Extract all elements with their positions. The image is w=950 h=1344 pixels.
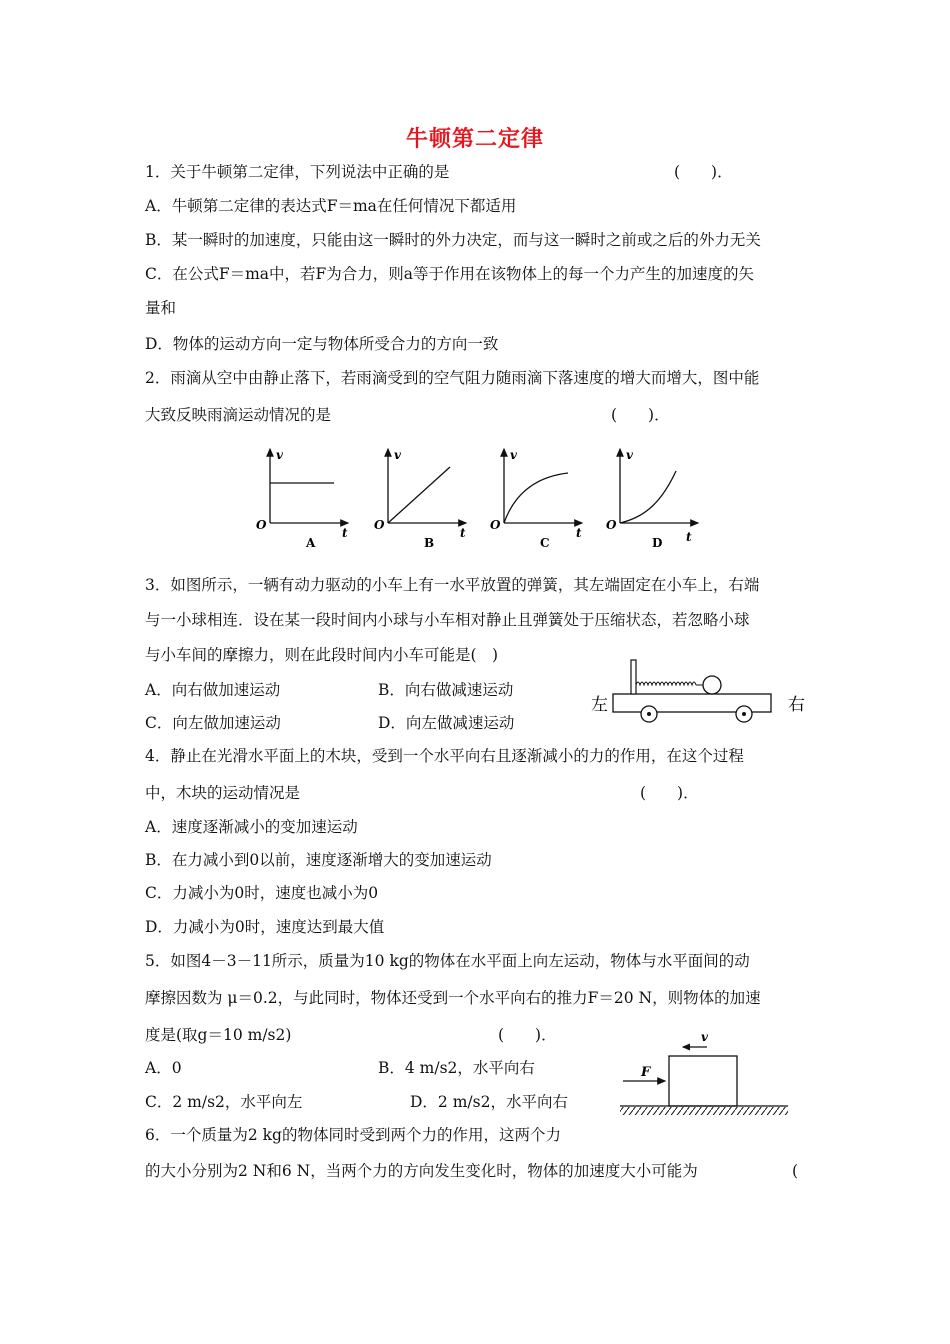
q4-answer-paren: ( )．: [640, 784, 699, 802]
graph-b: [374, 448, 466, 550]
graph-d: [606, 448, 698, 550]
q3-cart-figure: [585, 655, 810, 727]
q2-stem-cont: 大致反映雨滴运动情况的是: [145, 406, 332, 424]
fig-left-label: 左: [591, 695, 608, 715]
q1-option-b: B．某一瞬时的加速度，只能由这一瞬时的外力决定，而与这一瞬时之前或之后的外力无关: [145, 231, 761, 249]
graph-a-t-label: t: [342, 526, 348, 540]
q3-stem-cont-2: 与小车间的摩擦力，则在此段时间内小车可能是( ): [145, 646, 499, 664]
graph-b-t-label: t: [460, 526, 466, 540]
q3-option-a: A．向右做加速运动: [145, 681, 281, 699]
fig-velocity-label: v: [701, 1030, 708, 1044]
graph-c-o-label: O: [490, 518, 501, 532]
graph-d-o-label: O: [606, 518, 617, 532]
q5-option-d: D．2 m/s2，水平向右: [410, 1093, 568, 1111]
q3-option-c: C．向左做加速运动: [145, 714, 281, 732]
q5-option-b: B．4 m/s2，水平向右: [378, 1059, 535, 1077]
q5-stem-cont-2: 度是(取g＝10 m/s2): [145, 1026, 292, 1044]
graph-c-v-label: v: [510, 448, 517, 462]
q6-stem-cont: 的大小分别为2 N和6 N，当两个力的方向发生变化时，物体的加速度大小可能为: [145, 1162, 698, 1180]
q4-stem-cont: 中，木块的运动情况是: [145, 784, 301, 802]
q5-stem-cont-1: 摩擦因数为 μ＝0.2，与此同时，物体还受到一个水平向右的推力F＝20 N，则物体的加速: [145, 989, 761, 1007]
q1-option-d: D．物体的运动方向一定与物体所受合力的方向一致: [145, 335, 499, 353]
q1-option-a: A．牛顿第二定律的表达式F＝ma在任何情况下都适用: [145, 197, 517, 215]
fig-force-label: F: [641, 1065, 651, 1080]
q5-stem: 5．如图4－3－11所示，质量为10 kg的物体在水平面上向左运动，物体与水平面间的动: [145, 952, 750, 970]
q3-option-d: D．向左做减速运动: [378, 714, 515, 732]
graph-c: [490, 448, 582, 550]
graph-a-o-label: O: [256, 518, 267, 532]
graph-c-label: C: [540, 536, 550, 550]
q5-answer-paren: ( )．: [498, 1026, 557, 1044]
q4-stem: 4．静止在光滑水平面上的木块，受到一个水平向右且逐渐减小的力的作用，在这个过程: [145, 747, 744, 765]
graph-a-label: A: [306, 536, 316, 550]
q4-option-b: B．在力减小到0以前，速度逐渐增大的变加速运动: [145, 851, 492, 869]
q1-option-c: C．在公式F＝ma中，若F为合力，则a等于作用在该物体上的每一个力产生的加速度的矢: [145, 265, 755, 283]
q1-option-c-cont: 量和: [145, 299, 177, 317]
q2-stem: 2．雨滴从空中由静止落下，若雨滴受到的空气阻力随雨滴下落速度的增大而增大，图中能: [145, 369, 760, 387]
q3-stem: 3．如图所示，一辆有动力驱动的小车上有一水平放置的弹簧，其左端固定在小车上，右端: [145, 576, 760, 594]
q6-answer-paren: (: [792, 1162, 799, 1180]
q3-stem-cont-1: 与一小球相连．设在某一段时间内小球与小车相对静止且弹簧处于压缩状态，若忽略小球: [145, 611, 750, 629]
graph-b-o-label: O: [374, 518, 385, 532]
graph-c-t-label: t: [576, 526, 582, 540]
q4-option-c: C．力减小为0时，速度也减小为0: [145, 884, 379, 902]
q6-stem: 6．一个质量为2 kg的物体同时受到两个力的作用，这两个力: [145, 1126, 561, 1144]
graph-b-label: B: [424, 536, 435, 550]
q5-option-c: C．2 m/s2，水平向左: [145, 1093, 303, 1111]
q2-answer-paren: ( )．: [611, 406, 670, 424]
q4-option-a: A．速度逐渐减小的变加速运动: [145, 818, 358, 836]
graph-b-v-label: v: [394, 448, 401, 462]
page-title: 牛顿第二定律: [405, 127, 544, 152]
q1-stem: 1．关于牛顿第二定律，下列说法中正确的是: [145, 163, 450, 181]
q4-option-d: D．力减小为0时，速度达到最大值: [145, 918, 385, 936]
q5-option-a: A．0: [145, 1059, 182, 1077]
q5-block-figure: [615, 1030, 795, 1122]
graph-d-t-label: t: [686, 530, 692, 544]
q1-answer-paren: ( )．: [674, 163, 733, 181]
graph-a: [256, 448, 348, 550]
graph-a-v-label: v: [276, 448, 283, 462]
graph-d-v-label: v: [626, 448, 633, 462]
q3-option-b: B．向右做减速运动: [378, 681, 514, 699]
fig-right-label: 右: [788, 695, 805, 715]
graph-d-label: D: [652, 536, 663, 550]
q2-vt-graphs: [250, 445, 720, 555]
